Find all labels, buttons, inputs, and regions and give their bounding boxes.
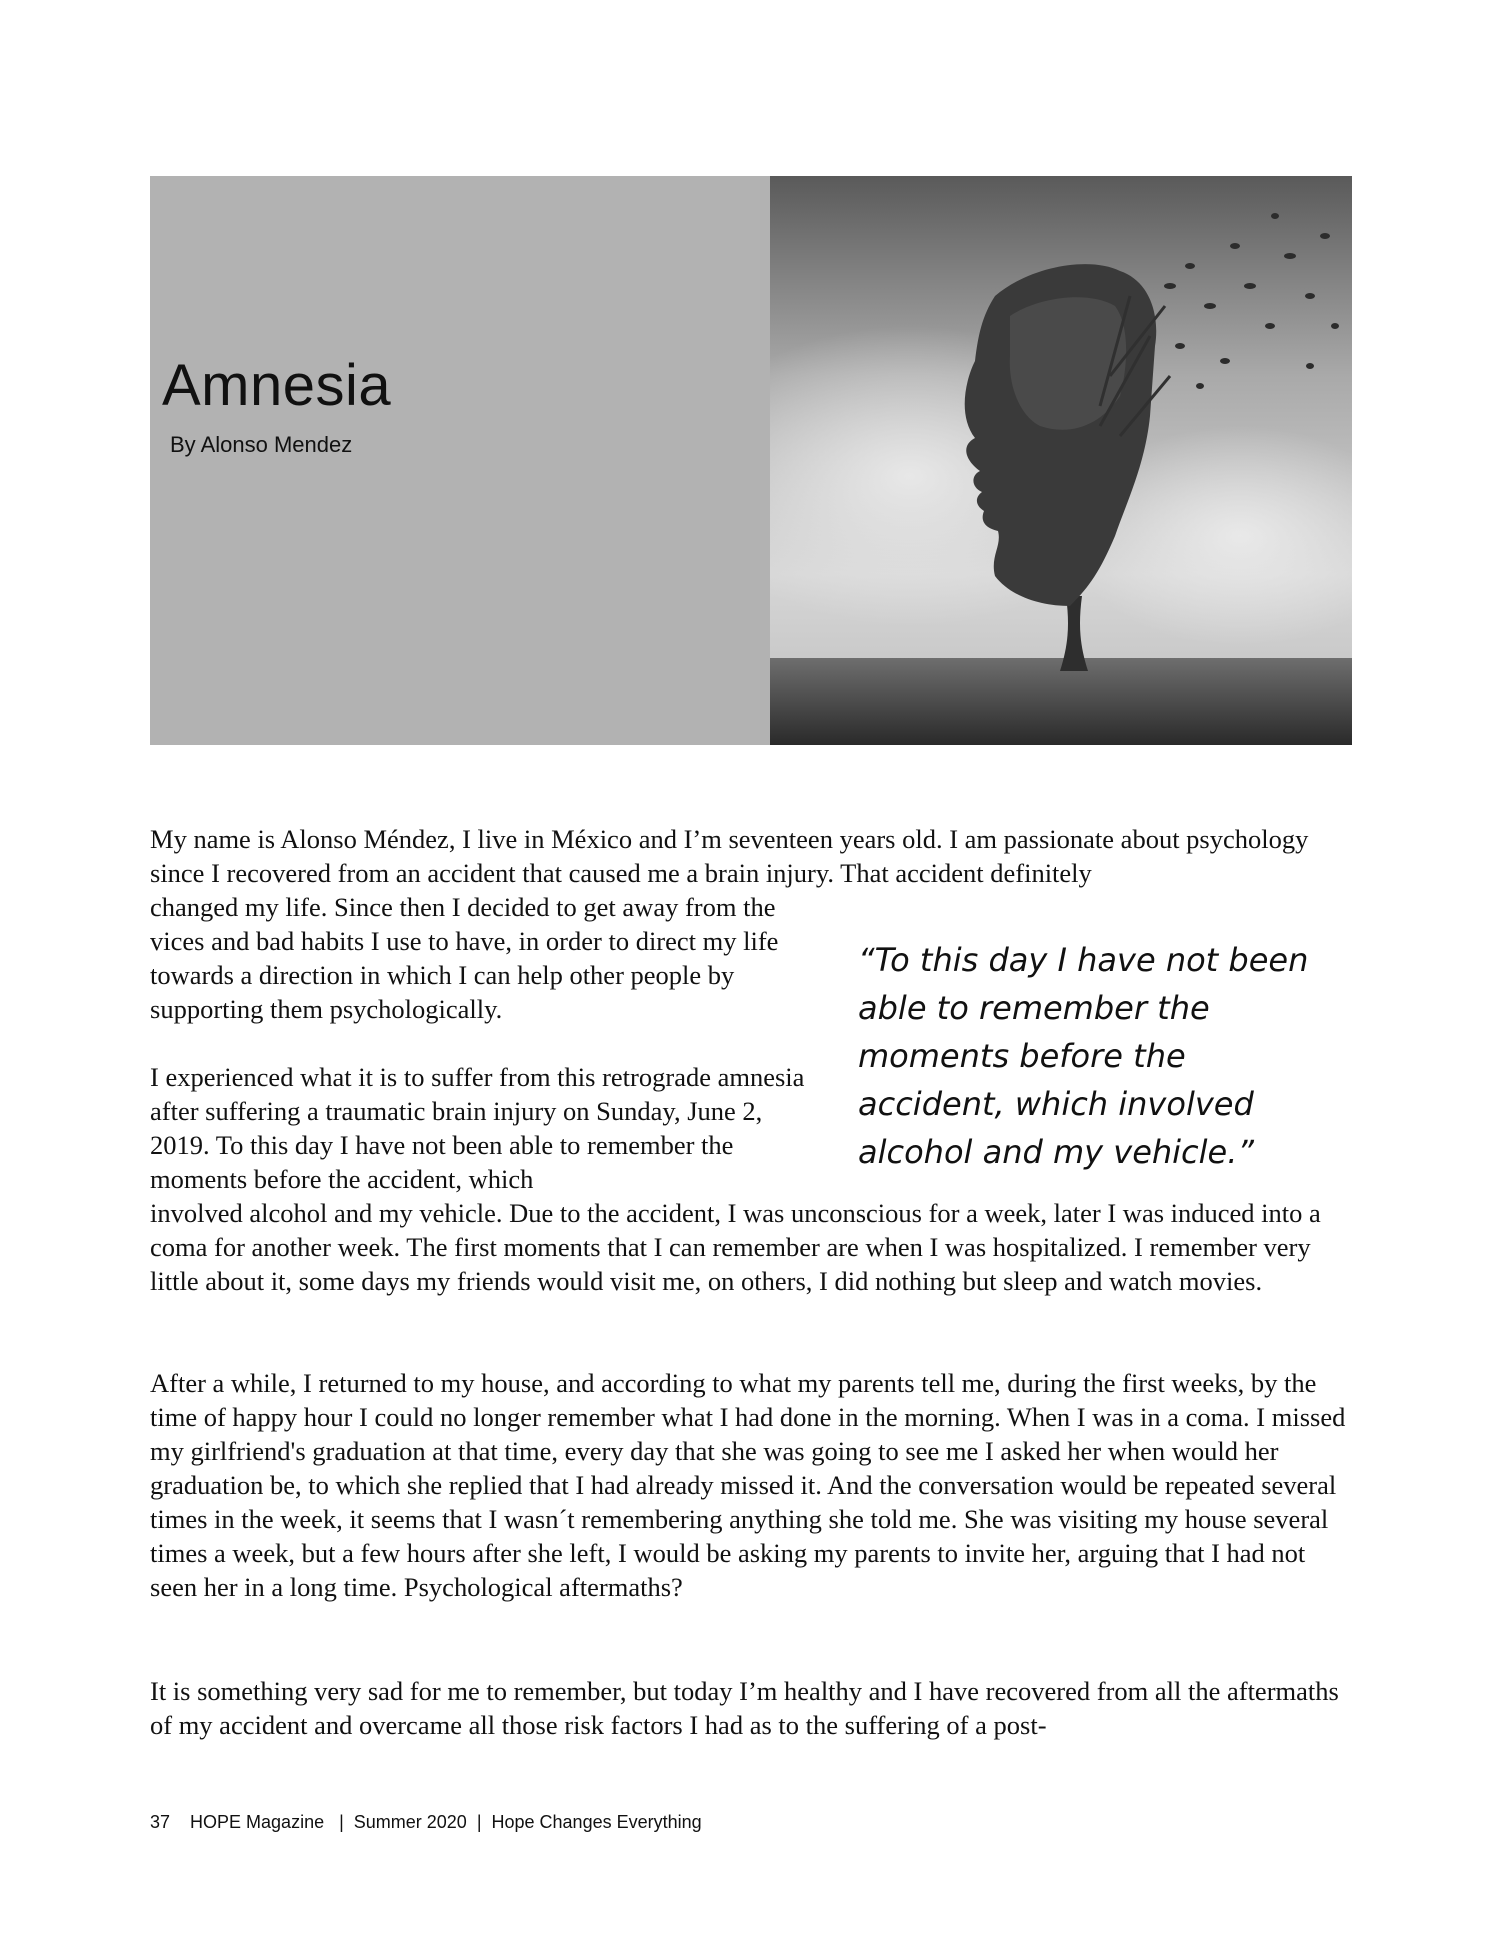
pull-quote: “To this day I have not been able to remember the moments before the accident, which involved alcohol and my vehicle.” [858, 941, 1309, 1171]
paragraph-1a: My name is Alonso Méndez, I live in México and I’m seventeen years old. I am passionate about psychology since I recovered from an accident that caused me a brain injury. That accident definitely [150, 824, 1309, 888]
article-title: Amnesia [162, 353, 392, 418]
article-byline: By Alonso Mendez [170, 432, 353, 457]
hero-image [770, 176, 1352, 745]
paragraph-1b: changed my life. Since then I decided to get away from the vices and bad habits I use to have, in order to direct my life towards a direction in which I can help other people by supporting them psychologically. [150, 892, 779, 1024]
page-footer: 37 HOPE Magazine | Summer 2020 | Hope Changes Everything [150, 1812, 702, 1832]
paragraph-2a: I experienced what it is to suffer from this retrograde amnesia after suffering a traumatic brain injury on Sunday, June 2, 2019. To this day I have not been able to remember the moments before the accident, which [150, 1062, 805, 1194]
paragraph-2b: involved alcohol and my vehicle. Due to the accident, I was unconscious for a week, later I was induced into a coma for another week. The first moments that I can remember are when I was hospitalized. I remember very little about it, some days my friends would visit me, on others, I did nothing but sleep and watch movies. [150, 1198, 1321, 1296]
paragraph-3: After a while, I returned to my house, and according to what my parents tell me, during the first weeks, by the time of happy hour I could no longer remember what I had done in the morning. When I was in a coma. I missed my girlfriend's graduation at that time, every day that she was going to see me I asked her when would her graduation be, to which she replied that I had already missed it. And the conversation would be repeated several times in the week, it seems that I wasn´t remembering anything she told me. She was visiting my house several times a week, but a few hours after she left, I would be asking my parents to invite her, arguing that I had not seen her in a long time. Psychological aftermaths? [150, 1368, 1346, 1602]
tree-head-illustration [770, 176, 1352, 745]
paragraph-4: It is something very sad for me to remember, but today I’m healthy and I have recovered from all the aftermaths of my accident and overcame all those risk factors I had as to the suffering of a post- [150, 1676, 1339, 1740]
